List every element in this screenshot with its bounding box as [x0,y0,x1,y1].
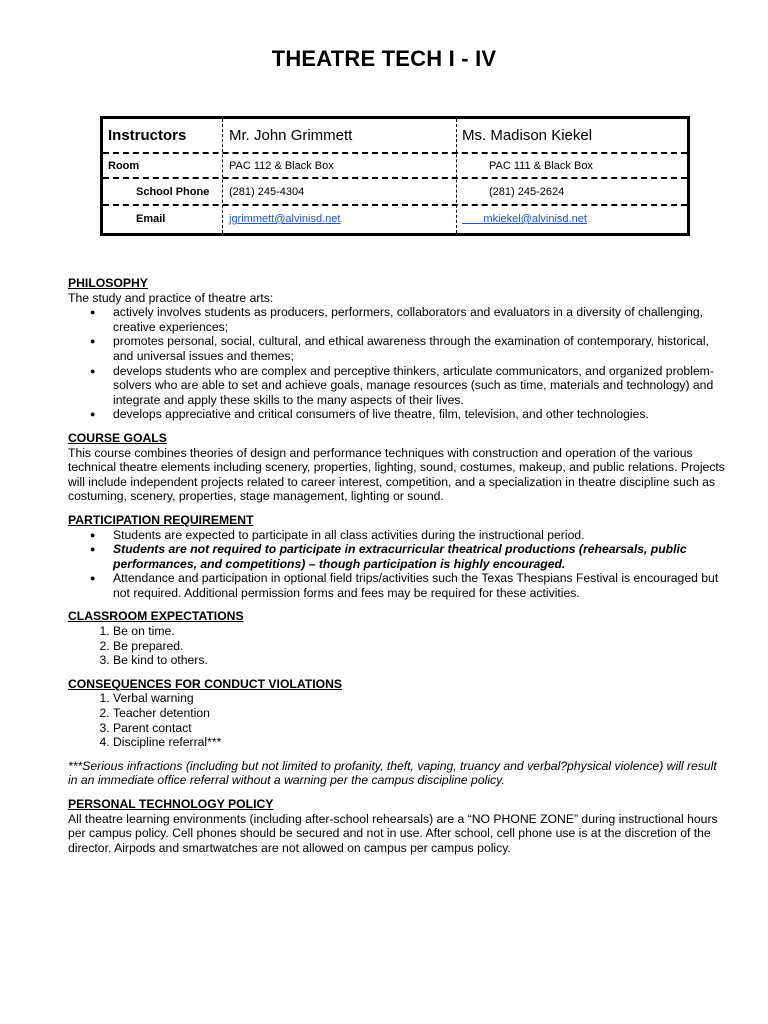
consequences-note: ***Serious infractions (including but not limited to profanity, theft, vaping, truancy and verbal?physical violence) will result in an immediate office referral without a warning per the campus discipline policy. [68,758,717,788]
list-item: ● develops appreciative and critical consumers of live theatre, film, television, and other technologies. [113,407,728,422]
row-divider [103,204,687,206]
list-item: ● Students are expected to participate in all class activities during the instructional period. [113,528,728,543]
row-divider [103,177,687,179]
list-item: ● Attendance and participation in optional field trips/activities such the Texas Thespians Festival is encouraged but not required. Additional permission forms and fees may be required for these activities. [113,571,728,600]
expectations-list [68,624,728,668]
email-2-link[interactable] [462,213,587,225]
technology-text: All theatre learning environments (including after-school rehearsals) are a “NO PHONE ZONE” during instructional hours per campus policy. Cell phones should be secured and not in use. After school, cell phone use is at the discretion of the director. Airpods and smartwatches are not allowed on campus per campus policy. [68,811,718,855]
email-label: Email [136,213,166,225]
philosophy-heading: PHILOSOPHY [68,276,148,290]
list-item: 1. Be on time. [113,624,728,639]
philosophy-list [68,305,728,422]
room-2: PAC 111 & Black Box [489,160,593,172]
list-item: 2. Be prepared. [113,639,728,654]
list-item: ● develops students who are complex and perceptive thinkers, articulate communicators, and organized problem-solvers who are able to set and achieve goals, manage resources (such as time, materials and technology) and integrate and apply these skills to the many aspects of their lives. [113,364,728,408]
phone-1: (281) 245-4304 [229,186,305,198]
instructors-label: Instructors [108,127,187,144]
list-item: 3. Be kind to others. [113,653,728,668]
email-row [103,207,687,233]
list-item: ● promotes personal, social, cultural, and ethical awareness through the examination of contemporary, historical, and universal issues and themes; [113,334,728,363]
technology-heading: PERSONAL TECHNOLOGY POLICY [68,797,274,811]
room-label: Room [108,160,140,172]
instructor-2-name: Ms. Madison Kiekel [462,127,593,144]
phone-label: School Phone [136,186,210,198]
instructor-table [100,116,690,236]
instructor-1-name: Mr. John Grimmett [229,127,353,144]
list-item: 4. Discipline referral*** [113,735,728,750]
room-1: PAC 112 & Black Box [229,160,334,172]
participation-heading: PARTICIPATION REQUIREMENT [68,512,254,527]
course-goals-text: This course combines theories of design and performance techniques with construction and operation of the various technical theatre elements including scenery, properties, lighting, sound, costumes, makeup, and public relations. Projects will include independent projects related to career interest, competition, and a specialization in theatre discipline such as costuming, scenery, properties, stage management, lighting or sound. [68,445,725,504]
list-item: ● Students are not required to participate in extracurricular theatrical productions (rehearsals, public performances, and competitions) – though participation is highly encouraged. [113,542,728,571]
list-item: 2. Teacher detention [113,706,728,721]
consequences-heading: CONSEQUENCES FOR CONDUCT VIOLATIONS [68,676,343,691]
consequences-list [68,691,728,749]
participation-list [68,528,728,601]
philosophy-intro: The study and practice of theatre arts: [68,290,274,305]
list-item: ● actively involves students as producers, performers, collaborators and evaluators in a diversity of challenging, creative experiences; [113,305,728,334]
page-title: THEATRE TECH I - IV [271,46,497,71]
course-goals-heading: COURSE GOALS [68,430,167,445]
list-item: 1. Verbal warning [113,691,728,706]
email-1-link[interactable]: jgrimmett@alvinisd.net [229,213,341,225]
expectations-heading: CLASSROOM EXPECTATIONS [68,609,244,624]
syllabus-body [68,276,728,855]
email-2-text[interactable]: mkiekel@alvinisd.net [483,213,587,225]
room-row [103,153,687,180]
list-item: 3. Parent contact [113,721,728,736]
instructors-row [103,119,687,153]
phone-row [103,180,687,207]
phone-2: (281) 245-2624 [489,186,565,198]
